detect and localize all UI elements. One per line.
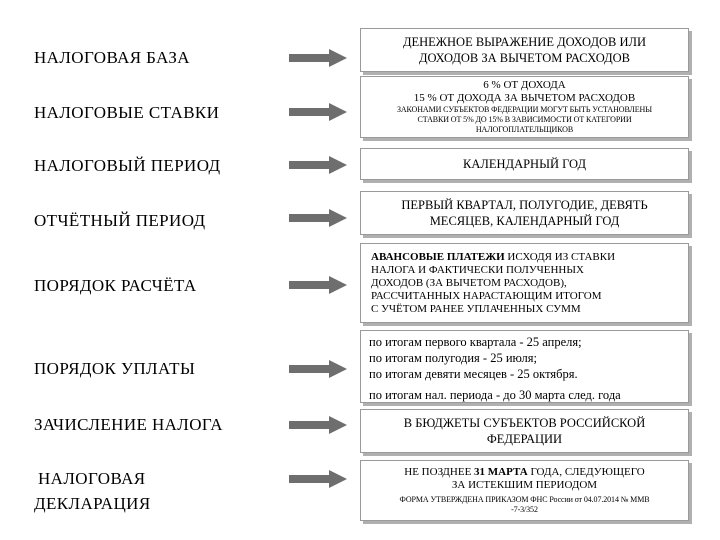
calc-rest-text: ИСХОДЯ ИЗ СТАВКИ bbox=[504, 250, 616, 263]
arrow-right-icon bbox=[289, 49, 347, 67]
rate-15-percent: 15 % ОТ ДОХОДА ЗА ВЫЧЕТОМ РАСХОДОВ bbox=[413, 92, 636, 104]
box-reporting-period bbox=[360, 191, 689, 235]
rates-note-line: СТАВКИ ОТ 5% ДО 15% В ЗАВИСИМОСТИ ОТ КАТЕГОРИИ bbox=[417, 115, 632, 124]
box-payment-order bbox=[360, 330, 689, 403]
label-tax-period: НАЛОГОВЫЙ ПЕРИОД bbox=[34, 156, 221, 175]
box-text-line: МЕСЯЦЕВ, КАЛЕНДАРНЫЙ ГОД bbox=[429, 214, 620, 228]
box-text-line: КАЛЕНДАРНЫЙ ГОД bbox=[463, 157, 586, 171]
box-tax-period bbox=[360, 148, 689, 180]
arrow-right-icon bbox=[289, 209, 347, 227]
arrow-right-icon bbox=[289, 276, 347, 294]
payment-line: по итогам первого квартала - 25 апреля; bbox=[369, 335, 582, 349]
box-text-line: ДОХОДОВ (ЗА ВЫЧЕТОМ РАСХОДОВ), bbox=[371, 276, 567, 289]
box-text-line: В БЮДЖЕТЫ СУБЪЕКТОВ РОССИЙСКОЙ bbox=[403, 416, 646, 430]
box-text-line: ПЕРВЫЙ КВАРТАЛ, ПОЛУГОДИЕ, ДЕВЯТЬ bbox=[401, 198, 648, 212]
calc-first-line bbox=[361, 251, 615, 264]
declaration-form-line: -7-3/352 bbox=[511, 505, 538, 514]
box-tax-rates bbox=[360, 76, 689, 138]
box-calculation-order bbox=[360, 243, 689, 323]
label-calculation-order: ПОРЯДОК РАСЧЁТА bbox=[34, 276, 197, 295]
label-tax-crediting: ЗАЧИСЛЕНИЕ НАЛОГА bbox=[34, 415, 223, 434]
label-tax-rates: НАЛОГОВЫЕ СТАВКИ bbox=[34, 103, 220, 122]
label-tax-declaration bbox=[34, 466, 151, 516]
box-tax-declaration bbox=[360, 460, 689, 521]
arrow-right-icon bbox=[289, 470, 347, 488]
box-text-line: С УЧЁТОМ РАНЕЕ УПЛАЧЕННЫХ СУММ bbox=[371, 302, 581, 315]
label-declaration-line1: НАЛОГОВАЯ bbox=[38, 469, 146, 488]
label-reporting-period: ОТЧЁТНЫЙ ПЕРИОД bbox=[34, 211, 206, 230]
payment-line: по итогам девяти месяцев - 25 октября. bbox=[369, 367, 578, 381]
rates-note-line: ЗАКОНАМИ СУБЪЕКТОВ ФЕДЕРАЦИИ МОГУТ БЫТЬ УСТАНОВЛЕНЫ bbox=[396, 105, 653, 114]
declaration-post: ГОДА, СЛЕДУЮЩЕГО bbox=[527, 466, 645, 478]
rates-note-line: НАЛОГОПЛАТЕЛЬЩИКОВ bbox=[475, 125, 574, 134]
declaration-form-line: ФОРМА УТВЕРЖДЕНА ПРИКАЗОМ ФНС России от 04.07.2014 № ММВ bbox=[399, 495, 650, 504]
declaration-deadline-line bbox=[404, 466, 644, 479]
arrow-right-icon bbox=[289, 360, 347, 378]
box-text-line: РАССЧИТАННЫХ НАРАСТАЮЩИМ ИТОГОМ bbox=[371, 289, 602, 302]
arrow-right-icon bbox=[289, 156, 347, 174]
arrow-right-icon bbox=[289, 416, 347, 434]
label-tax-base: НАЛОГОВАЯ БАЗА bbox=[34, 48, 190, 67]
declaration-pre: НЕ ПОЗДНЕЕ bbox=[404, 466, 475, 478]
payment-line: по итогам полугодия - 25 июля; bbox=[369, 351, 537, 365]
label-payment-order: ПОРЯДОК УПЛАТЫ bbox=[34, 359, 196, 378]
calc-bold-text: АВАНСОВЫЕ ПЛАТЕЖИ bbox=[371, 250, 505, 263]
declaration-deadline-bold: 31 МАРТА bbox=[474, 466, 528, 478]
box-text-line: ДОХОДОВ ЗА ВЫЧЕТОМ РАСХОДОВ bbox=[419, 51, 630, 65]
rate-6-percent: 6 % ОТ ДОХОДА bbox=[483, 79, 566, 91]
box-text-line: ФЕДЕРАЦИИ bbox=[486, 432, 563, 446]
arrow-right-icon bbox=[289, 103, 347, 121]
payment-annual-line: по итогам нал. периода - до 30 марта след. года bbox=[369, 388, 621, 402]
box-tax-crediting bbox=[360, 409, 689, 453]
box-text-line: ДЕНЕЖНОЕ ВЫРАЖЕНИЕ ДОХОДОВ ИЛИ bbox=[402, 35, 647, 49]
box-text-line: ЗА ИСТЕКШИМ ПЕРИОДОМ bbox=[451, 479, 598, 491]
box-tax-base bbox=[360, 28, 689, 72]
label-declaration-line2: ДЕКЛАРАЦИЯ bbox=[34, 494, 151, 513]
box-text-line: НАЛОГА И ФАКТИЧЕСКИ ПОЛУЧЕННЫХ bbox=[371, 263, 584, 276]
